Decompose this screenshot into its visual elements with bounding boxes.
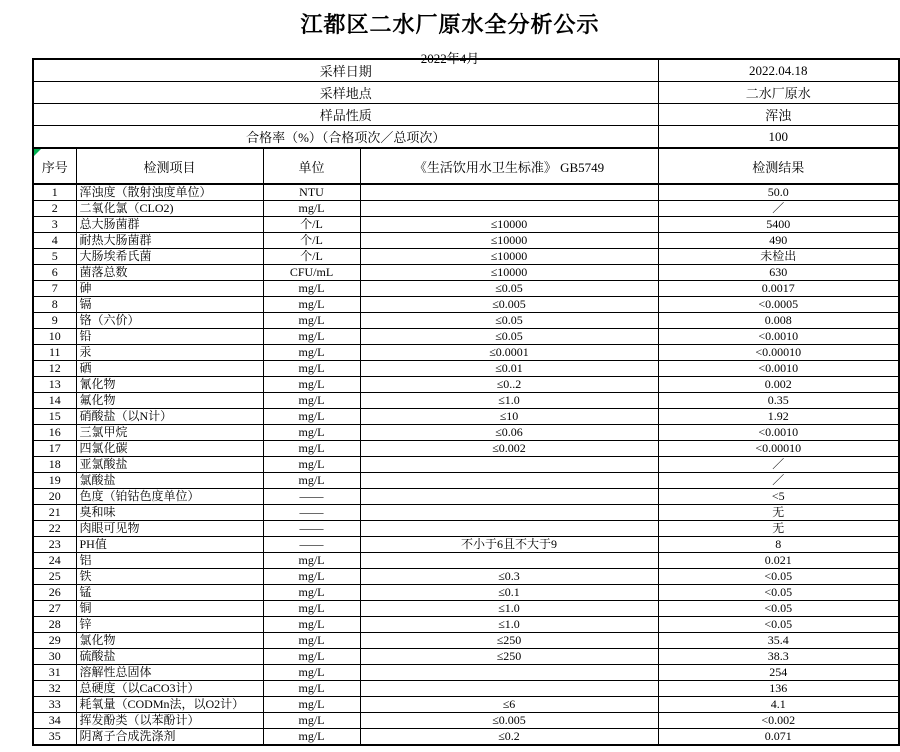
water-analysis-table	[32, 58, 900, 746]
row-number-cell: 21	[33, 505, 76, 521]
table-row	[33, 553, 899, 569]
result-cell: 未检出	[658, 249, 899, 265]
item-name-cell: 镉	[76, 297, 263, 313]
standard-cell: ≤0.05	[360, 329, 658, 345]
result-cell: 0.071	[658, 729, 899, 746]
result-cell: <0.0005	[658, 297, 899, 313]
column-header-col-result: 检测结果	[658, 148, 899, 184]
standard-cell: ≤10000	[360, 233, 658, 249]
standard-cell	[360, 184, 658, 201]
result-cell: <0.00010	[658, 345, 899, 361]
unit-cell: mg/L	[263, 585, 360, 601]
table-row	[33, 409, 899, 425]
standard-cell	[360, 489, 658, 505]
table-row	[33, 713, 899, 729]
row-number-cell: 8	[33, 297, 76, 313]
row-number-cell: 23	[33, 537, 76, 553]
column-header-col-no: 序号	[33, 148, 76, 184]
standard-cell: ≤10	[360, 409, 658, 425]
standard-cell: ≤0.002	[360, 441, 658, 457]
unit-cell: mg/L	[263, 697, 360, 713]
table-row	[33, 729, 899, 746]
table-row	[33, 377, 899, 393]
unit-cell: mg/L	[263, 313, 360, 329]
row-number-cell: 7	[33, 281, 76, 297]
result-cell: 0.021	[658, 553, 899, 569]
table-row	[33, 537, 899, 553]
row-number-cell: 17	[33, 441, 76, 457]
unit-cell: mg/L	[263, 409, 360, 425]
standard-cell	[360, 681, 658, 697]
result-cell: 630	[658, 265, 899, 281]
standard-cell	[360, 505, 658, 521]
table-row	[33, 425, 899, 441]
row-number-cell: 33	[33, 697, 76, 713]
item-name-cell: 氰化物	[76, 377, 263, 393]
item-name-cell: 锰	[76, 585, 263, 601]
row-number-cell: 16	[33, 425, 76, 441]
table-row	[33, 281, 899, 297]
table-row	[33, 441, 899, 457]
standard-cell: ≤0.05	[360, 313, 658, 329]
standard-cell: ≤0.05	[360, 281, 658, 297]
table-row	[33, 601, 899, 617]
unit-cell: mg/L	[263, 201, 360, 217]
info-label-cell: 样品性质	[33, 104, 658, 126]
row-number-cell: 2	[33, 201, 76, 217]
standard-cell: ≤1.0	[360, 393, 658, 409]
row-number-cell: 3	[33, 217, 76, 233]
item-name-cell: 浑浊度（散射浊度单位）	[76, 184, 263, 201]
unit-cell: mg/L	[263, 633, 360, 649]
item-name-cell: 肉眼可见物	[76, 521, 263, 537]
row-number-cell: 4	[33, 233, 76, 249]
table-row	[33, 633, 899, 649]
column-header-col-item: 检测项目	[76, 148, 263, 184]
item-name-cell: 二氧化氯（CLO2)	[76, 201, 263, 217]
unit-cell: mg/L	[263, 297, 360, 313]
unit-cell: mg/L	[263, 425, 360, 441]
info-label-cell: 采样地点	[33, 82, 658, 104]
row-number-cell: 12	[33, 361, 76, 377]
column-header-col-std: 《生活饮用水卫生标准》 GB5749	[360, 148, 658, 184]
table-row	[33, 569, 899, 585]
result-cell: 254	[658, 665, 899, 681]
standard-cell: ≤0.1	[360, 585, 658, 601]
table-row	[33, 217, 899, 233]
standard-cell	[360, 473, 658, 489]
info-value-cell: 二水厂原水	[658, 82, 899, 104]
row-number-cell: 32	[33, 681, 76, 697]
info-value-cell: 2022.04.18	[658, 59, 899, 82]
table-row	[33, 521, 899, 537]
info-row	[33, 104, 899, 126]
item-name-cell: 硒	[76, 361, 263, 377]
info-label-cell: 采样日期	[33, 59, 658, 82]
item-name-cell: 总大肠菌群	[76, 217, 263, 233]
standard-cell: ≤6	[360, 697, 658, 713]
row-number-cell: 24	[33, 553, 76, 569]
row-number-cell: 29	[33, 633, 76, 649]
standard-cell: ≤0..2	[360, 377, 658, 393]
standard-cell: ≤0.005	[360, 297, 658, 313]
row-number-cell: 26	[33, 585, 76, 601]
standard-cell: ≤0.01	[360, 361, 658, 377]
page-title: 江都区二水厂原水全分析公示	[300, 12, 600, 37]
unit-cell: mg/L	[263, 553, 360, 569]
standard-cell: ≤0.06	[360, 425, 658, 441]
row-number-cell: 10	[33, 329, 76, 345]
unit-cell: mg/L	[263, 569, 360, 585]
item-name-cell: 硫酸盐	[76, 649, 263, 665]
result-cell: 490	[658, 233, 899, 249]
row-number-cell: 1	[33, 184, 76, 201]
table-row	[33, 345, 899, 361]
table-row	[33, 457, 899, 473]
result-cell: 35.4	[658, 633, 899, 649]
result-cell: <0.0010	[658, 361, 899, 377]
standard-cell	[360, 553, 658, 569]
unit-cell: mg/L	[263, 441, 360, 457]
unit-cell: ——	[263, 489, 360, 505]
table-row	[33, 697, 899, 713]
item-name-cell: 耗氧量（CODMn法，以O2计）	[76, 697, 263, 713]
item-name-cell: 砷	[76, 281, 263, 297]
unit-cell: ——	[263, 505, 360, 521]
unit-cell: mg/L	[263, 473, 360, 489]
unit-cell: mg/L	[263, 393, 360, 409]
column-header-col-unit: 单位	[263, 148, 360, 184]
unit-cell: mg/L	[263, 649, 360, 665]
standard-cell: ≤10000	[360, 217, 658, 233]
item-name-cell: 总硬度（以CaCO3计）	[76, 681, 263, 697]
result-cell: ／	[658, 457, 899, 473]
table-row	[33, 665, 899, 681]
unit-cell: CFU/mL	[263, 265, 360, 281]
standard-cell: ≤10000	[360, 249, 658, 265]
row-number-cell: 18	[33, 457, 76, 473]
unit-cell: mg/L	[263, 377, 360, 393]
unit-cell: 个/L	[263, 233, 360, 249]
result-cell: 50.0	[658, 184, 899, 201]
info-value-cell: 100	[658, 126, 899, 149]
unit-cell: mg/L	[263, 345, 360, 361]
item-name-cell: 铬（六价）	[76, 313, 263, 329]
result-cell: 0.0017	[658, 281, 899, 297]
result-cell: <0.05	[658, 601, 899, 617]
row-number-cell: 25	[33, 569, 76, 585]
item-name-cell: 耐热大肠菌群	[76, 233, 263, 249]
item-name-cell: 铜	[76, 601, 263, 617]
result-cell: 4.1	[658, 697, 899, 713]
row-number-cell: 6	[33, 265, 76, 281]
table-row	[33, 329, 899, 345]
unit-cell: ——	[263, 521, 360, 537]
table-row	[33, 249, 899, 265]
row-number-cell: 31	[33, 665, 76, 681]
standard-cell: 不小于6且不大于9	[360, 537, 658, 553]
standard-cell	[360, 665, 658, 681]
item-name-cell: 溶解性总固体	[76, 665, 263, 681]
row-number-cell: 20	[33, 489, 76, 505]
item-name-cell: 氟化物	[76, 393, 263, 409]
result-cell: <0.0010	[658, 425, 899, 441]
info-row	[33, 82, 899, 104]
row-number-cell: 13	[33, 377, 76, 393]
page-subtitle: 2022年4月	[420, 51, 480, 66]
table-row	[33, 649, 899, 665]
table-row	[33, 297, 899, 313]
item-name-cell: 色度（铂钴色度单位）	[76, 489, 263, 505]
table-row	[33, 473, 899, 489]
column-header-row	[33, 148, 899, 184]
standard-cell: ≤1.0	[360, 617, 658, 633]
result-cell: 0.008	[658, 313, 899, 329]
row-number-cell: 30	[33, 649, 76, 665]
result-cell: <5	[658, 489, 899, 505]
row-number-cell: 28	[33, 617, 76, 633]
unit-cell: mg/L	[263, 681, 360, 697]
unit-cell: mg/L	[263, 457, 360, 473]
item-name-cell: PH值	[76, 537, 263, 553]
info-row	[33, 59, 899, 82]
unit-cell: mg/L	[263, 713, 360, 729]
table-row	[33, 313, 899, 329]
table-row	[33, 393, 899, 409]
info-value-cell: 浑浊	[658, 104, 899, 126]
unit-cell: 个/L	[263, 249, 360, 265]
row-number-cell: 22	[33, 521, 76, 537]
table-row	[33, 361, 899, 377]
standard-cell: ≤1.0	[360, 601, 658, 617]
standard-cell	[360, 521, 658, 537]
item-name-cell: 菌落总数	[76, 265, 263, 281]
item-name-cell: 铅	[76, 329, 263, 345]
info-label-cell: 合格率（%）（合格项次／总项次）	[33, 126, 658, 149]
result-cell: 8	[658, 537, 899, 553]
table-row	[33, 585, 899, 601]
unit-cell: mg/L	[263, 617, 360, 633]
result-cell: ／	[658, 201, 899, 217]
result-cell: <0.05	[658, 585, 899, 601]
table-row	[33, 184, 899, 201]
row-number-cell: 15	[33, 409, 76, 425]
result-cell: <0.0010	[658, 329, 899, 345]
result-cell: 136	[658, 681, 899, 697]
item-name-cell: 汞	[76, 345, 263, 361]
row-number-cell: 11	[33, 345, 76, 361]
result-cell: 无	[658, 521, 899, 537]
table-row	[33, 681, 899, 697]
unit-cell: mg/L	[263, 281, 360, 297]
unit-cell: mg/L	[263, 729, 360, 746]
table-row	[33, 617, 899, 633]
standard-cell	[360, 201, 658, 217]
item-name-cell: 三氯甲烷	[76, 425, 263, 441]
standard-cell: ≤250	[360, 633, 658, 649]
table-row	[33, 505, 899, 521]
result-cell: 0.35	[658, 393, 899, 409]
cell-flag-icon	[34, 149, 41, 156]
item-name-cell: 铁	[76, 569, 263, 585]
item-name-cell: 氯酸盐	[76, 473, 263, 489]
result-cell: <0.002	[658, 713, 899, 729]
result-cell: 无	[658, 505, 899, 521]
unit-cell: 个/L	[263, 217, 360, 233]
standard-cell: ≤10000	[360, 265, 658, 281]
result-cell: 1.92	[658, 409, 899, 425]
result-cell: 0.002	[658, 377, 899, 393]
table-row	[33, 201, 899, 217]
row-number-cell: 35	[33, 729, 76, 746]
table-row	[33, 489, 899, 505]
standard-cell: ≤250	[360, 649, 658, 665]
row-number-cell: 14	[33, 393, 76, 409]
unit-cell: mg/L	[263, 329, 360, 345]
result-cell: ／	[658, 473, 899, 489]
row-number-cell: 5	[33, 249, 76, 265]
unit-cell: mg/L	[263, 665, 360, 681]
result-cell: <0.05	[658, 569, 899, 585]
info-row	[33, 126, 899, 149]
unit-cell: ——	[263, 537, 360, 553]
item-name-cell: 锌	[76, 617, 263, 633]
table-row	[33, 233, 899, 249]
item-name-cell: 挥发酚类（以苯酚计）	[76, 713, 263, 729]
item-name-cell: 铝	[76, 553, 263, 569]
standard-cell: ≤0.0001	[360, 345, 658, 361]
standard-cell: ≤0.005	[360, 713, 658, 729]
unit-cell: mg/L	[263, 361, 360, 377]
standard-cell	[360, 457, 658, 473]
item-name-cell: 臭和味	[76, 505, 263, 521]
item-name-cell: 亚氯酸盐	[76, 457, 263, 473]
result-cell: <0.05	[658, 617, 899, 633]
result-cell: 5400	[658, 217, 899, 233]
row-number-cell: 34	[33, 713, 76, 729]
item-name-cell: 大肠埃希氏菌	[76, 249, 263, 265]
unit-cell: mg/L	[263, 601, 360, 617]
item-name-cell: 四氯化碳	[76, 441, 263, 457]
item-name-cell: 阴离子合成洗涤剂	[76, 729, 263, 746]
table-row	[33, 265, 899, 281]
unit-cell: NTU	[263, 184, 360, 201]
item-name-cell: 氯化物	[76, 633, 263, 649]
row-number-cell: 27	[33, 601, 76, 617]
item-name-cell: 硝酸盐（以N计）	[76, 409, 263, 425]
standard-cell: ≤0.3	[360, 569, 658, 585]
result-cell: <0.00010	[658, 441, 899, 457]
row-number-cell: 9	[33, 313, 76, 329]
result-cell: 38.3	[658, 649, 899, 665]
standard-cell: ≤0.2	[360, 729, 658, 746]
row-number-cell: 19	[33, 473, 76, 489]
